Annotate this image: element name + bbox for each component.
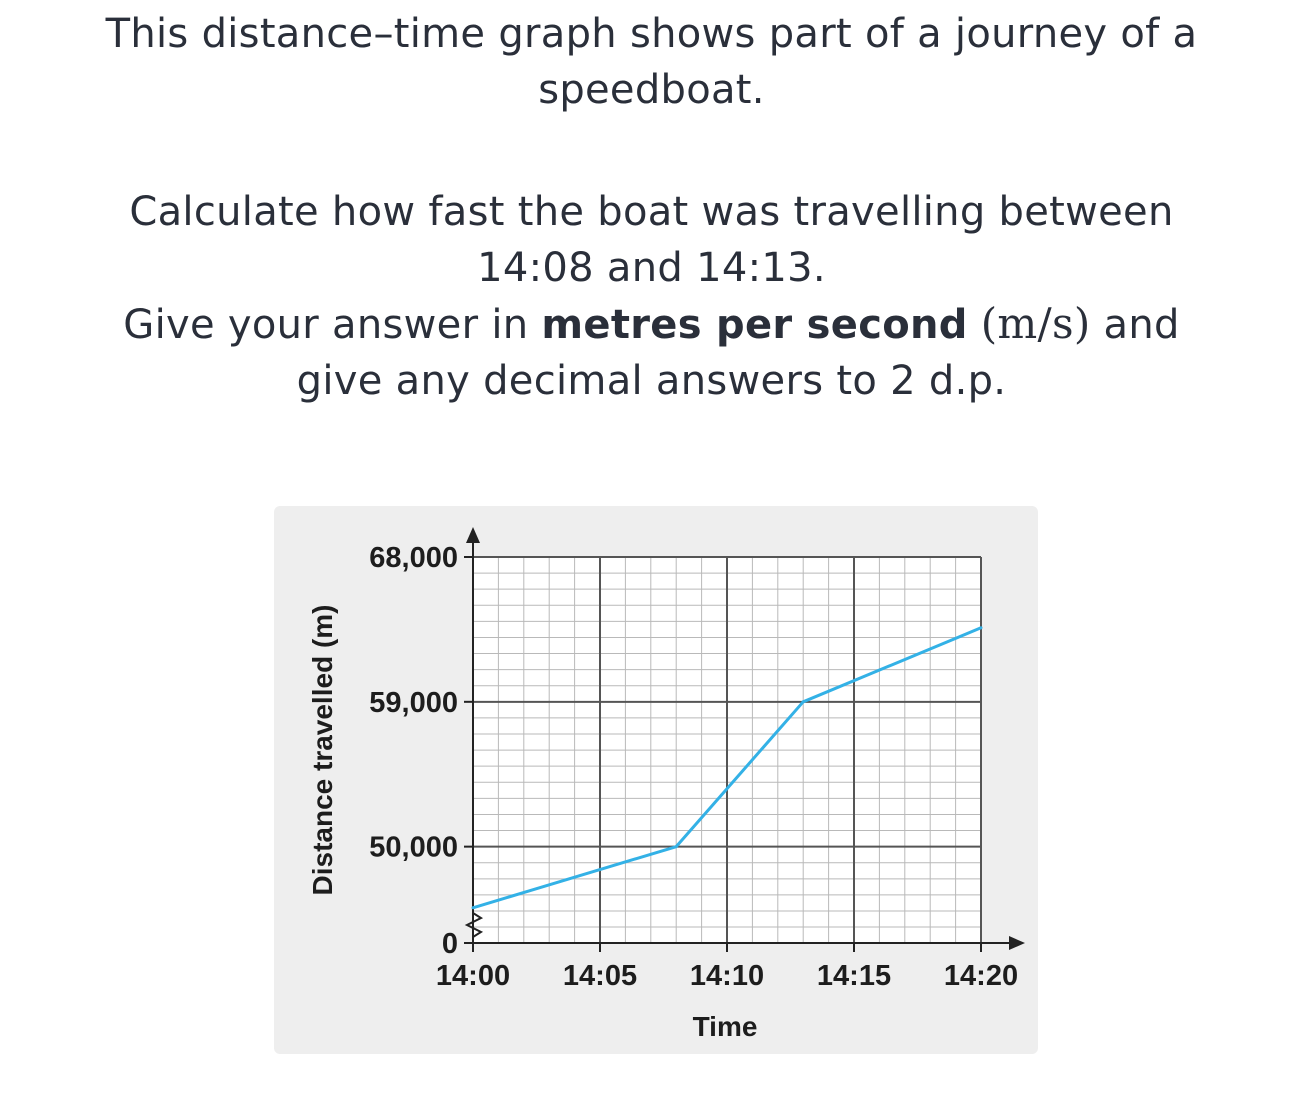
question-line-3 [0, 296, 1303, 353]
data-point [472, 906, 475, 909]
question-line-2a: Calculate how fast the boat was travelling between [129, 189, 1174, 235]
x-axis-arrow [1009, 936, 1025, 950]
unit-emphasis: metres per second [541, 302, 968, 348]
question-text [0, 6, 1303, 409]
x-tick-label: 14:20 [943, 960, 1019, 992]
x-tick-label: 14:15 [816, 960, 892, 992]
question-line-2b: 14:08 and 14:13. [477, 245, 826, 291]
unit-math: (m/s) [980, 299, 1091, 348]
y-tick-label: 59,000 [369, 686, 458, 719]
distance-time-chart [274, 506, 1038, 1054]
spacer [0, 118, 1303, 184]
x-axis-title: Time [692, 1011, 758, 1042]
question-line-1: This distance–time graph shows part of a journey of a speedboat. [105, 11, 1198, 113]
y-tick-label: 68,000 [369, 542, 458, 574]
x-tick-label: 14:00 [435, 960, 511, 992]
chart-card [274, 506, 1038, 1054]
y-axis-arrow [466, 527, 480, 543]
y-axis-title: Distance travelled (m) [307, 604, 338, 896]
data-point [980, 626, 983, 629]
data-point [802, 700, 805, 703]
x-tick-label: 14:10 [689, 960, 765, 992]
y-tick-label: 0 [441, 928, 458, 960]
question-line-4: give any decimal answers to 2 d.p. [296, 358, 1007, 404]
x-tick-label: 14:05 [562, 960, 638, 992]
instruction-prefix: Give your answer in [123, 302, 542, 348]
instruction-suffix: and [1090, 302, 1180, 348]
y-tick-label: 50,000 [369, 831, 458, 864]
data-point [675, 845, 678, 848]
